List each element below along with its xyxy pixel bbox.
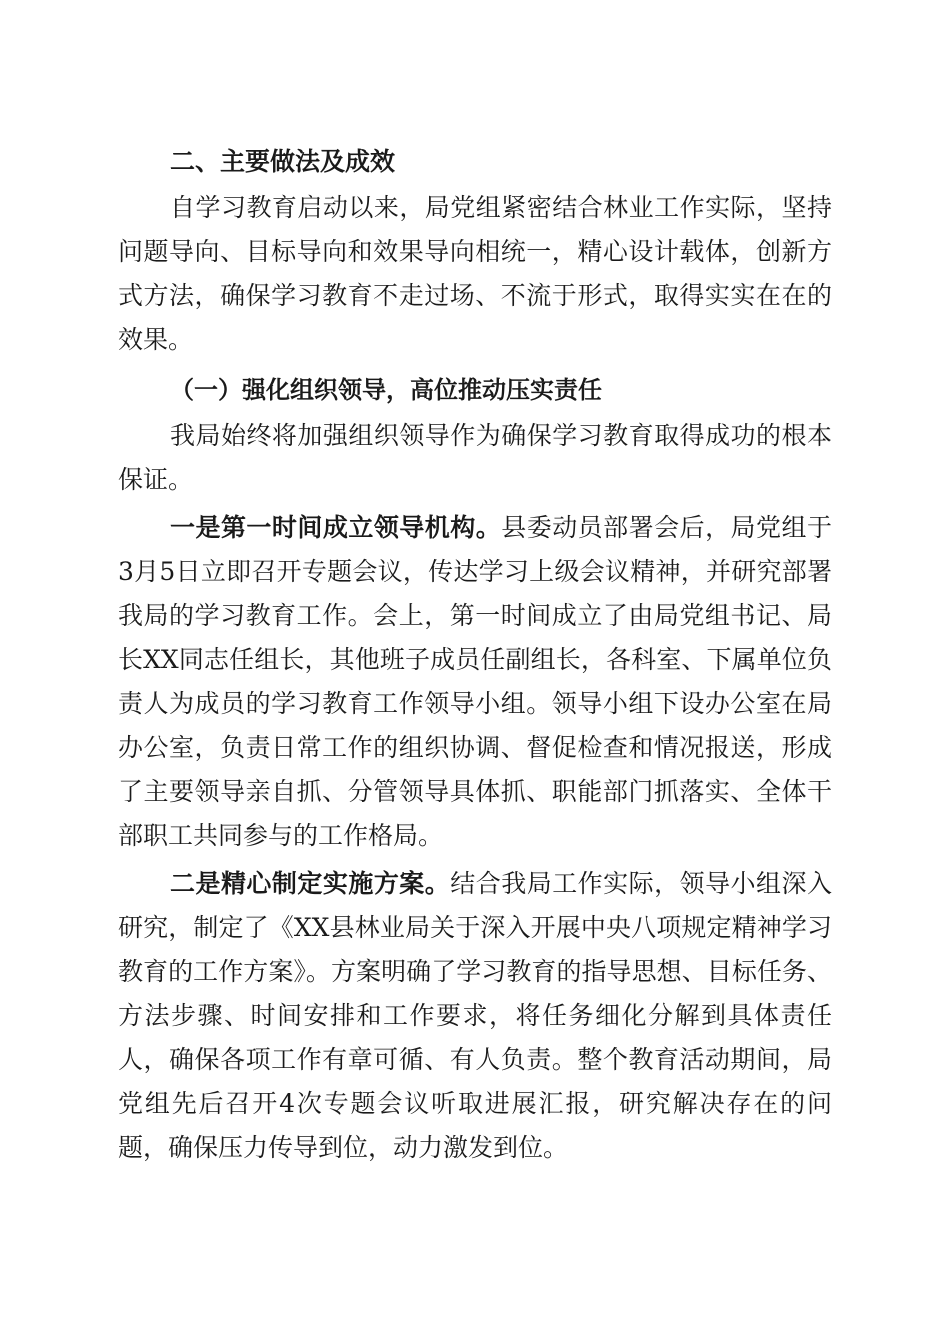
point-one-lead: 一是第一时间成立领导机构。 bbox=[170, 513, 502, 542]
document-body bbox=[118, 138, 832, 1170]
point-two-lead: 二是精心制定实施方案。 bbox=[170, 869, 451, 898]
subsection-title: （一）强化组织领导，高位推动压实责任 bbox=[170, 376, 602, 404]
point-one-paragraph bbox=[118, 506, 832, 858]
point-two-paragraph bbox=[118, 862, 832, 1170]
subsection-intro-paragraph: 我局始终将加强组织领导作为确保学习教育取得成功的根本保证。 bbox=[118, 421, 832, 494]
intro-paragraph: 自学习教育启动以来，局党组紧密结合林业工作实际，坚持问题导向、目标导向和效果导向相统一，精心设计载体，创新方式方法，确保学习教育不走过场、不流于形式，取得实实在在的效果。 bbox=[118, 193, 832, 354]
point-two-body: 结合我局工作实际，领导小组深入研究，制定了《XX县林业局关于深入开展中央八项规定精神学习教育的工作方案》。方案明确了学习教育的指导思想、目标任务、方法步骤、时间安排和工作要求，将任务细化分解到具体责任人，确保各项工作有章可循、有人负责。整个教育活动期间，局党组先后召开4次专题会议听取进展汇报，研究解决存在的问题，确保压力传导到位，动力激发到位。 bbox=[118, 869, 832, 1162]
point-one-body: 县委动员部署会后，局党组于3月5日立即召开专题会议，传达学习上级会议精神，并研究部署我局的学习教育工作。会上，第一时间成立了由局党组书记、局长XX同志任组长，其他班子成员任副组长，各科室、下属单位负责人为成员的学习教育工作领导小组。领导小组下设办公室在局办公室，负责日常工作的组织协调、督促检查和情况报送，形成了主要领导亲自抓、分管领导具体抓、职能部门抓落实、全体干部职工共同参与的工作格局。 bbox=[118, 513, 832, 850]
section-title: 二、主要做法及成效 bbox=[170, 147, 396, 176]
